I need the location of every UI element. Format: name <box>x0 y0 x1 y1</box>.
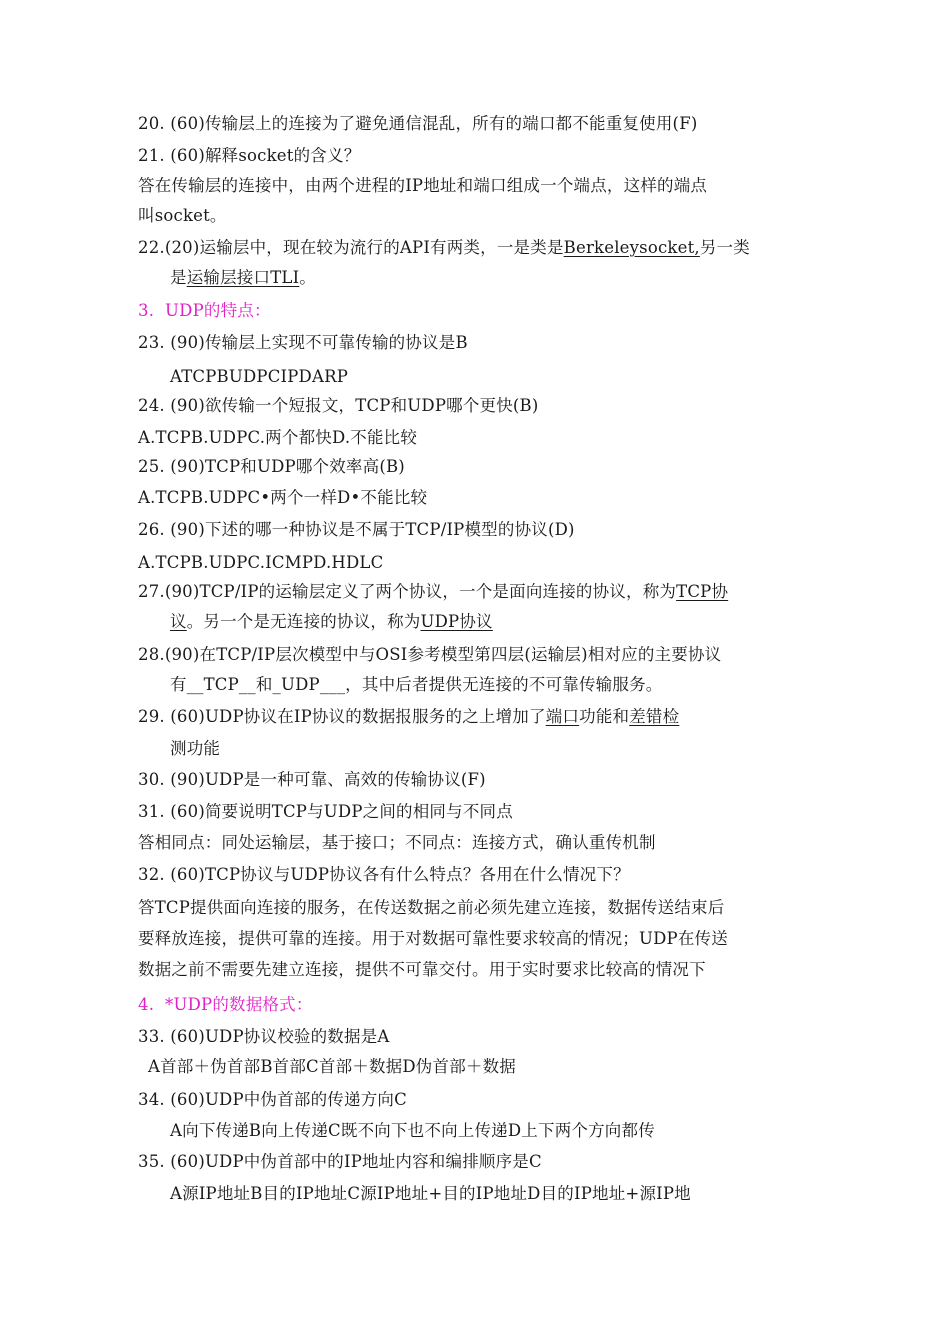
underlined-answer: 端口 <box>545 707 580 726</box>
question-20: 20. (60)传输层上的连接为了避免通信混乱，所有的端口都不能重复使用(F) <box>138 114 698 133</box>
question-23: 23. (90)传输层上实现不可靠传输的协议是B <box>138 333 468 352</box>
question-27-line-2: 议。另一个是无连接的协议，称为UDP协议 <box>170 612 493 631</box>
question-21: 21. (60)解释socket的含义？ <box>138 146 361 165</box>
question-23-options: ATCPBUDPCIPDARP <box>170 367 349 386</box>
question-35-options: A源IP地址B目的IP地址C源IP地址+目的IP地址D目的IP地址+源IP地 <box>170 1184 691 1203</box>
question-26: 26. (90)下述的哪一种协议是不属于TCP/IP模型的协议(D) <box>138 520 575 539</box>
answer-32-line-2: 要释放连接，提供可靠的连接。用于对数据可靠性要求较高的情况；UDP在传送 <box>138 929 728 948</box>
underlined-answer: TCP协 <box>676 582 729 601</box>
answer-32-line-3: 数据之前不需要先建立连接，提供不可靠交付。用于实时要求比较高的情况下 <box>138 960 706 979</box>
question-29-line-1: 29. (60)UDP协议在IP协议的数据报服务的之上增加了端口功能和差错检 <box>138 707 680 726</box>
question-22-line-2: 是运输层接口TLI。 <box>170 268 316 287</box>
question-35: 35. (60)UDP中伪首部中的IP地址内容和编排顺序是C <box>138 1152 542 1171</box>
question-33: 33. (60)UDP协议校验的数据是A <box>138 1027 390 1046</box>
answer-32-line-1: 答TCP提供面向连接的服务，在传送数据之前必须先建立连接，数据传送结束后 <box>138 898 725 917</box>
section-heading-3: 3. UDP的特点： <box>138 301 271 320</box>
question-27-line-1: 27.(90)TCP/IP的运输层定义了两个协议，一个是面向连接的协议，称为TCP协 <box>138 582 729 601</box>
question-28-line-1: 28.(90)在TCP/IP层次模型中与OSI参考模型第四层(运输层)相对应的主要协议 <box>138 645 722 664</box>
answer-21-line-2: 叫socket。 <box>138 206 227 225</box>
question-26-options: A.TCPB.UDPC.ICMPD.HDLC <box>138 553 384 572</box>
question-32: 32. (60)TCP协议与UDP协议各有什么特点？各用在什么情况下？ <box>138 865 630 884</box>
answer-31: 答相同点：同处运输层，基于接口；不同点：连接方式，确认重传机制 <box>138 833 656 852</box>
section-heading-4: 4. *UDP的数据格式： <box>138 995 313 1014</box>
underlined-answer: UDP协议 <box>420 612 493 631</box>
question-34: 34. (60)UDP中伪首部的传递方向C <box>138 1090 407 1109</box>
question-33-options: A首部＋伪首部B首部C首部＋数据D伪首部＋数据 <box>148 1057 516 1076</box>
underlined-answer: 运输层接口TLI <box>186 268 300 287</box>
underlined-answer: 议 <box>170 612 187 631</box>
question-24: 24. (90)欲传输一个短报文，TCP和UDP哪个更快(B) <box>138 396 539 415</box>
question-31: 31. (60)简要说明TCP与UDP之间的相同与不同点 <box>138 802 513 821</box>
question-28-line-2: 有__TCP__和_UDP___，其中后者提供无连接的不可靠传输服务。 <box>170 675 663 694</box>
underlined-answer: 差错检 <box>629 707 680 726</box>
question-25-options: A.TCPB.UDPC•两个一样D•不能比较 <box>138 488 428 507</box>
question-30: 30. (90)UDP是一种可靠、高效的传输协议(F) <box>138 770 486 789</box>
answer-21-line-1: 答在传输层的连接中，由两个进程的IP地址和端口组成一个端点，这样的端点 <box>138 176 708 195</box>
question-34-options: A向下传递B向上传递C既不向下也不向上传递D上下两个方向都传 <box>170 1121 655 1140</box>
question-25: 25. (90)TCP和UDP哪个效率高(B) <box>138 457 405 476</box>
underlined-answer: Berkeleysocket, <box>563 238 700 257</box>
question-22-line-1: 22.(20)运输层中，现在较为流行的API有两类，一是类是Berkeleysocket,另一类 <box>138 238 750 257</box>
question-24-options: A.TCPB.UDPC.两个都快D.不能比较 <box>138 428 418 447</box>
question-29-line-2: 测功能 <box>170 739 221 758</box>
